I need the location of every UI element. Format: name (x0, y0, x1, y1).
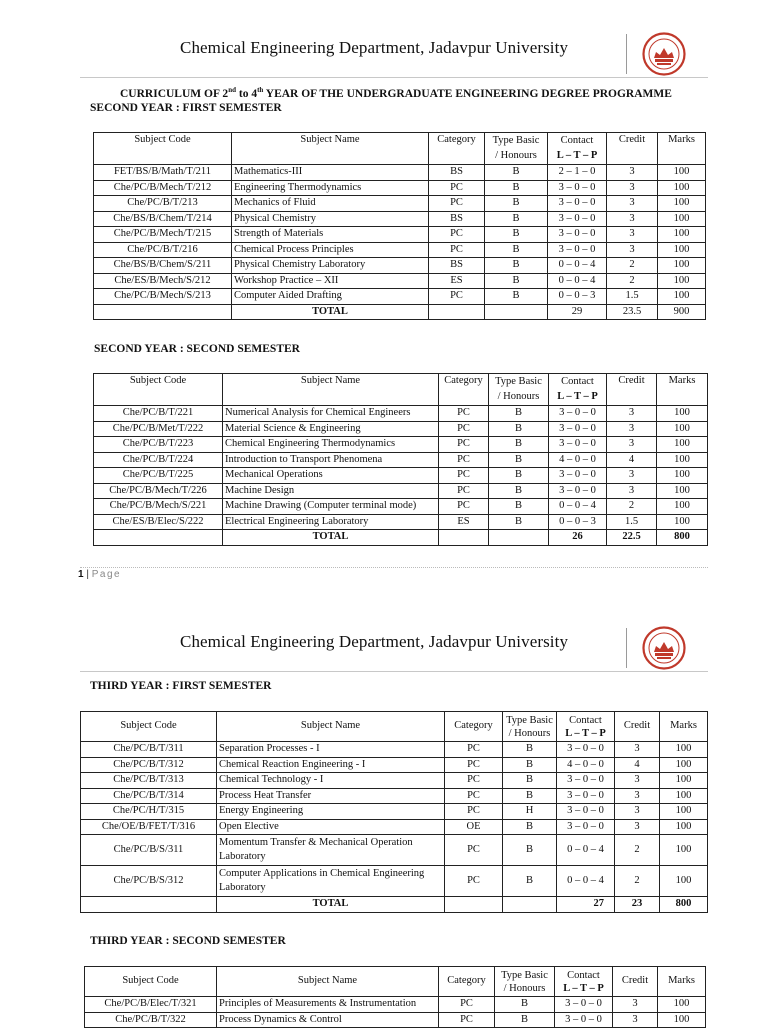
cell-subject-code: Che/PC/B/T/311 (81, 742, 217, 758)
col-contact: Contact L – T – P (557, 712, 615, 742)
cell-category: PC (439, 1012, 495, 1028)
cell-type: B (495, 1012, 555, 1028)
cell-subject-name: Process Heat Transfer (217, 788, 445, 804)
cell-marks: 100 (658, 289, 706, 305)
table-row (94, 180, 706, 196)
university-seal-icon (642, 626, 686, 670)
cell-marks: 100 (657, 421, 708, 437)
cell-subject-name: Physical Chemistry (232, 211, 429, 227)
table-row (94, 273, 706, 289)
cell-type: B (489, 406, 549, 422)
cell-credit: 3 (615, 773, 660, 789)
col-credit: Credit (613, 967, 658, 997)
total-credit: 23 (615, 897, 660, 913)
cell-credit: 4 (607, 452, 657, 468)
col-contact: Contact L – T – P (549, 374, 607, 406)
col-subject-code: Subject Code (85, 967, 217, 997)
cell-subject-code: Che/PC/B/S/311 (81, 835, 217, 866)
col-type: Type Basic / Honours (489, 374, 549, 406)
curriculum-title: CURRICULUM OF 2nd to 4th YEAR OF THE UNDERGRADUATE ENGINEERING DEGREE PROGRAMME (120, 86, 672, 100)
table-row (81, 757, 708, 773)
cell-type: B (503, 835, 557, 866)
table-row (94, 211, 706, 227)
cell-category: PC (439, 437, 489, 453)
cell-marks: 100 (657, 452, 708, 468)
total-credit: 23.5 (607, 304, 658, 320)
table-header-row (85, 967, 706, 997)
col-subject-code: Subject Code (94, 133, 232, 165)
col-credit: Credit (607, 374, 657, 406)
cell-subject-code: Che/PC/B/T/314 (81, 788, 217, 804)
cell-credit: 2 (607, 499, 657, 515)
cell-subject-name: Numerical Analysis for Chemical Engineers (223, 406, 439, 422)
cell-type: B (485, 196, 548, 212)
cell-credit: 3 (607, 421, 657, 437)
cell-subject-name: Chemical Reaction Engineering - I (217, 757, 445, 773)
cell-subject-code: Che/PC/B/Mech/S/213 (94, 289, 232, 305)
cell-marks: 100 (660, 819, 708, 835)
cell-subject-name: Electrical Engineering Laboratory (223, 514, 439, 530)
header-separator (626, 628, 627, 668)
sem3-title: THIRD YEAR : FIRST SEMESTER (90, 680, 272, 692)
cell-contact: 4 – 0 – 0 (557, 757, 615, 773)
cell-credit: 3 (607, 468, 657, 484)
table-row (81, 819, 708, 835)
cell-subject-code: Che/PC/B/T/225 (94, 468, 223, 484)
sem2-table (93, 373, 708, 546)
cell-subject-code: Che/BS/B/Chem/T/214 (94, 211, 232, 227)
cell-credit: 1.5 (607, 289, 658, 305)
cell-marks: 100 (660, 804, 708, 820)
cell-subject-code: Che/PC/B/T/216 (94, 242, 232, 258)
cell-subject-code: Che/PC/B/Mech/T/212 (94, 180, 232, 196)
cell-credit: 3 (607, 406, 657, 422)
cell-subject-code: Che/ES/B/Elec/S/222 (94, 514, 223, 530)
cell-type: B (485, 289, 548, 305)
cell-subject-name: Strength of Materials (232, 227, 429, 243)
cell-category: PC (429, 289, 485, 305)
header-rule (80, 671, 708, 672)
table-row (94, 242, 706, 258)
col-contact: Contact L – T – P (555, 967, 613, 997)
cell-credit: 2 (615, 866, 660, 897)
header-title: Chemical Engineering Department, Jadavpur University (180, 632, 569, 651)
cell-subject-code: Che/BS/B/Chem/S/211 (94, 258, 232, 274)
cell-contact: 4 – 0 – 0 (549, 452, 607, 468)
cell-credit: 3 (615, 819, 660, 835)
cell-type: B (485, 211, 548, 227)
table-row (81, 835, 708, 866)
cell-type: B (503, 819, 557, 835)
cell-contact: 0 – 0 – 4 (548, 258, 607, 274)
cell-subject-code: Che/PC/B/T/221 (94, 406, 223, 422)
cell-category: PC (445, 757, 503, 773)
table-row (94, 227, 706, 243)
footer-rule (80, 567, 708, 568)
cell-credit: 3 (607, 165, 658, 181)
page-number: 1 (78, 569, 84, 580)
cell-credit: 3 (607, 180, 658, 196)
cell-marks: 100 (658, 227, 706, 243)
cell-subject-name: Material Science & Engineering (223, 421, 439, 437)
col-marks: Marks (657, 374, 708, 406)
cell-subject-code: Che/PC/B/Met/T/222 (94, 421, 223, 437)
cell-subject-name: Open Elective (217, 819, 445, 835)
col-subject-code: Subject Code (81, 712, 217, 742)
cell-subject-name: Mathematics-III (232, 165, 429, 181)
cell-category: PC (439, 452, 489, 468)
cell-contact: 3 – 0 – 0 (549, 468, 607, 484)
cell-subject-code: Che/ES/B/Mech/S/212 (94, 273, 232, 289)
sem2-title: SECOND YEAR : SECOND SEMESTER (94, 343, 300, 355)
cell-subject-name: Process Dynamics & Control (217, 1012, 439, 1028)
cell-subject-code: Che/PC/B/S/312 (81, 866, 217, 897)
cell-subject-code: Che/PC/B/T/224 (94, 452, 223, 468)
cell-type: B (489, 437, 549, 453)
cell-subject-name: Energy Engineering (217, 804, 445, 820)
cell-contact: 0 – 0 – 4 (557, 835, 615, 866)
cell-category: PC (429, 242, 485, 258)
col-subject-name: Subject Name (217, 967, 439, 997)
cell-type: B (503, 866, 557, 897)
cell-category: PC (445, 788, 503, 804)
col-marks: Marks (660, 712, 708, 742)
total-contact: 29 (548, 304, 607, 320)
cell-category: PC (439, 499, 489, 515)
cell-credit: 3 (615, 804, 660, 820)
table-row (81, 804, 708, 820)
col-subject-name: Subject Name (217, 712, 445, 742)
total-marks: 800 (657, 530, 708, 546)
col-subject-code: Subject Code (94, 374, 223, 406)
cell-credit: 4 (615, 757, 660, 773)
col-category: Category (439, 374, 489, 406)
cell-credit: 3 (607, 211, 658, 227)
cell-marks: 100 (660, 866, 708, 897)
cell-category: PC (429, 196, 485, 212)
table-row (94, 483, 708, 499)
cell-type: B (495, 997, 555, 1013)
cell-type: B (485, 258, 548, 274)
table-row (94, 289, 706, 305)
total-contact: 27 (557, 897, 615, 913)
cell-contact: 3 – 0 – 0 (557, 742, 615, 758)
sem4-title: THIRD YEAR : SECOND SEMESTER (90, 935, 286, 947)
sem1-title: SECOND YEAR : FIRST SEMESTER (90, 102, 282, 114)
header-separator (626, 34, 627, 74)
cell-category: ES (439, 514, 489, 530)
cell-type: B (489, 514, 549, 530)
header-title: Chemical Engineering Department, Jadavpur University (180, 38, 569, 57)
total-row (94, 304, 706, 320)
cell-subject-name: Computer Applications in Chemical Engineering Laboratory (217, 866, 445, 897)
total-contact: 26 (549, 530, 607, 546)
col-marks: Marks (658, 133, 706, 165)
cell-category: PC (445, 835, 503, 866)
cell-contact: 3 – 0 – 0 (548, 180, 607, 196)
col-type: Type Basic / Honours (485, 133, 548, 165)
table-row (81, 773, 708, 789)
cell-category: PC (445, 742, 503, 758)
cell-marks: 100 (658, 1012, 706, 1028)
cell-subject-name: Chemical Process Principles (232, 242, 429, 258)
cell-contact: 3 – 0 – 0 (549, 437, 607, 453)
cell-contact: 0 – 0 – 4 (557, 866, 615, 897)
cell-credit: 1.5 (607, 514, 657, 530)
cell-contact: 0 – 0 – 4 (549, 499, 607, 515)
table-row (94, 514, 708, 530)
col-credit: Credit (607, 133, 658, 165)
col-subject-name: Subject Name (223, 374, 439, 406)
cell-subject-name: Mechanics of Fluid (232, 196, 429, 212)
col-subject-name: Subject Name (232, 133, 429, 165)
col-category: Category (439, 967, 495, 997)
cell-subject-code: Che/PC/H/T/315 (81, 804, 217, 820)
cell-contact: 3 – 0 – 0 (548, 227, 607, 243)
cell-marks: 100 (658, 242, 706, 258)
cell-category: PC (439, 997, 495, 1013)
cell-subject-code: Che/OE/B/FET/T/316 (81, 819, 217, 835)
cell-credit: 3 (607, 483, 657, 499)
col-category: Category (445, 712, 503, 742)
cell-category: PC (439, 483, 489, 499)
cell-marks: 100 (658, 180, 706, 196)
cell-type: B (503, 773, 557, 789)
cell-type: B (489, 483, 549, 499)
col-type: Type Basic / Honours (495, 967, 555, 997)
cell-marks: 100 (658, 165, 706, 181)
cell-marks: 100 (657, 437, 708, 453)
cell-credit: 3 (613, 1012, 658, 1028)
cell-contact: 3 – 0 – 0 (549, 483, 607, 499)
cell-marks: 100 (660, 788, 708, 804)
cell-marks: 100 (660, 835, 708, 866)
cell-type: B (485, 273, 548, 289)
cell-type: B (503, 757, 557, 773)
sem4-table (84, 966, 706, 1028)
cell-contact: 3 – 0 – 0 (557, 788, 615, 804)
cell-category: ES (429, 273, 485, 289)
cell-marks: 100 (658, 997, 706, 1013)
table-row (94, 258, 706, 274)
cell-category: BS (429, 211, 485, 227)
table-row (94, 406, 708, 422)
table-row (94, 165, 706, 181)
cell-category: OE (445, 819, 503, 835)
table-row (85, 1012, 706, 1028)
cell-category: PC (439, 406, 489, 422)
col-type: Type Basic / Honours (503, 712, 557, 742)
total-marks: 900 (658, 304, 706, 320)
table-header-row (94, 374, 708, 406)
cell-marks: 100 (660, 757, 708, 773)
cell-marks: 100 (658, 211, 706, 227)
cell-type: B (485, 180, 548, 196)
col-category: Category (429, 133, 485, 165)
cell-category: PC (445, 773, 503, 789)
cell-subject-code: Che/PC/B/T/223 (94, 437, 223, 453)
cell-subject-code: Che/PC/B/Mech/T/226 (94, 483, 223, 499)
total-row (94, 530, 708, 546)
cell-credit: 2 (607, 258, 658, 274)
cell-category: PC (439, 421, 489, 437)
cell-subject-name: Chemical Engineering Thermodynamics (223, 437, 439, 453)
cell-subject-name: Chemical Technology - I (217, 773, 445, 789)
table-row (81, 742, 708, 758)
cell-contact: 2 – 1 – 0 (548, 165, 607, 181)
total-label: TOTAL (223, 530, 439, 546)
cell-contact: 3 – 0 – 0 (555, 997, 613, 1013)
cell-type: B (489, 499, 549, 515)
col-marks: Marks (658, 967, 706, 997)
cell-marks: 100 (658, 273, 706, 289)
cell-category: PC (429, 227, 485, 243)
cell-subject-code: Che/PC/B/T/312 (81, 757, 217, 773)
table-header-row (94, 133, 706, 165)
cell-subject-name: Principles of Measurements & Instrumentation (217, 997, 439, 1013)
total-credit: 22.5 (607, 530, 657, 546)
cell-subject-code: Che/PC/B/Elec/T/321 (85, 997, 217, 1013)
cell-contact: 0 – 0 – 4 (548, 273, 607, 289)
cell-type: B (485, 165, 548, 181)
total-marks: 800 (660, 897, 708, 913)
cell-contact: 3 – 0 – 0 (548, 196, 607, 212)
table-row (85, 997, 706, 1013)
cell-subject-name: Computer Aided Drafting (232, 289, 429, 305)
cell-contact: 3 – 0 – 0 (548, 211, 607, 227)
cell-marks: 100 (658, 258, 706, 274)
cell-credit: 3 (615, 788, 660, 804)
total-row (81, 897, 708, 913)
table-row (81, 866, 708, 897)
cell-marks: 100 (658, 196, 706, 212)
cell-contact: 0 – 0 – 3 (548, 289, 607, 305)
table-row (81, 788, 708, 804)
cell-credit: 3 (613, 997, 658, 1013)
cell-type: H (503, 804, 557, 820)
cell-subject-code: Che/PC/B/T/313 (81, 773, 217, 789)
cell-marks: 100 (657, 483, 708, 499)
cell-subject-name: Separation Processes - I (217, 742, 445, 758)
cell-subject-name: Engineering Thermodynamics (232, 180, 429, 196)
cell-marks: 100 (657, 514, 708, 530)
cell-type: B (485, 227, 548, 243)
cell-category: PC (445, 804, 503, 820)
table-row (94, 196, 706, 212)
cell-subject-name: Machine Drawing (Computer terminal mode) (223, 499, 439, 515)
cell-category: BS (429, 165, 485, 181)
cell-contact: 3 – 0 – 0 (549, 421, 607, 437)
sem3-table (80, 711, 708, 913)
cell-credit: 3 (607, 227, 658, 243)
page-word: Page (91, 569, 122, 580)
table-header-row (81, 712, 708, 742)
cell-contact: 3 – 0 – 0 (557, 773, 615, 789)
cell-category: PC (439, 468, 489, 484)
cell-subject-name: Introduction to Transport Phenomena (223, 452, 439, 468)
header-rule (80, 77, 708, 78)
cell-credit: 3 (607, 437, 657, 453)
cell-contact: 3 – 0 – 0 (557, 819, 615, 835)
table-row (94, 452, 708, 468)
col-credit: Credit (615, 712, 660, 742)
cell-subject-name: Machine Design (223, 483, 439, 499)
total-label: TOTAL (232, 304, 429, 320)
cell-subject-code: Che/PC/B/T/322 (85, 1012, 217, 1028)
cell-type: B (503, 742, 557, 758)
cell-marks: 100 (657, 406, 708, 422)
cell-credit: 2 (607, 273, 658, 289)
cell-subject-name: Momentum Transfer & Mechanical Operation Laboratory (217, 835, 445, 866)
cell-contact: 3 – 0 – 0 (549, 406, 607, 422)
col-contact: Contact L – T – P (548, 133, 607, 165)
cell-credit: 3 (607, 242, 658, 258)
university-seal-icon (642, 32, 686, 76)
cell-marks: 100 (660, 742, 708, 758)
cell-subject-name: Workshop Practice – XII (232, 273, 429, 289)
table-row (94, 468, 708, 484)
page-footer: 1 | Page (78, 569, 122, 580)
table-row (94, 437, 708, 453)
cell-contact: 3 – 0 – 0 (555, 1012, 613, 1028)
cell-marks: 100 (660, 773, 708, 789)
cell-category: BS (429, 258, 485, 274)
table-row (94, 499, 708, 515)
sem1-table (93, 132, 706, 320)
cell-credit: 3 (615, 742, 660, 758)
cell-contact: 3 – 0 – 0 (548, 242, 607, 258)
cell-marks: 100 (657, 499, 708, 515)
cell-type: B (489, 421, 549, 437)
table-row (94, 421, 708, 437)
cell-type: B (489, 468, 549, 484)
cell-subject-code: Che/PC/B/T/213 (94, 196, 232, 212)
cell-subject-name: Physical Chemistry Laboratory (232, 258, 429, 274)
cell-marks: 100 (657, 468, 708, 484)
cell-contact: 0 – 0 – 3 (549, 514, 607, 530)
cell-subject-code: Che/PC/B/Mech/T/215 (94, 227, 232, 243)
cell-type: B (485, 242, 548, 258)
cell-type: B (503, 788, 557, 804)
cell-subject-name: Mechanical Operations (223, 468, 439, 484)
cell-subject-code: FET/BS/B/Math/T/211 (94, 165, 232, 181)
cell-credit: 2 (615, 835, 660, 866)
cell-subject-code: Che/PC/B/Mech/S/221 (94, 499, 223, 515)
cell-type: B (489, 452, 549, 468)
total-label: TOTAL (217, 897, 445, 913)
cell-contact: 3 – 0 – 0 (557, 804, 615, 820)
cell-category: PC (445, 866, 503, 897)
cell-credit: 3 (607, 196, 658, 212)
cell-category: PC (429, 180, 485, 196)
